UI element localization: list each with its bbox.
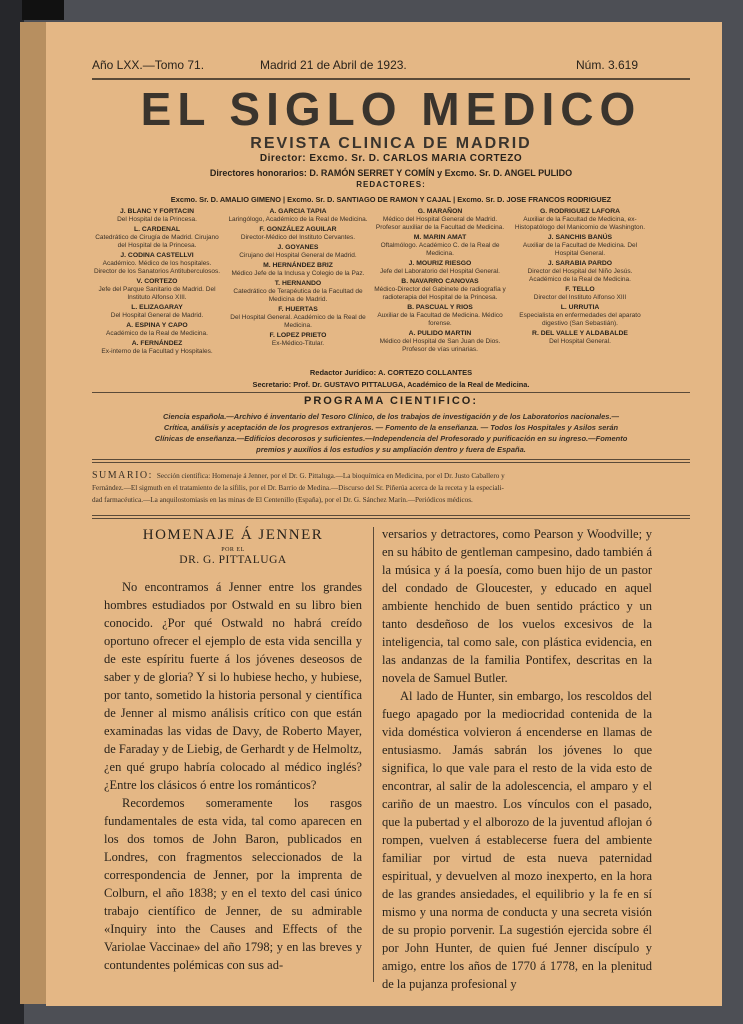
article-byline-prefix: POR EL: [221, 547, 245, 553]
editors-column-4: [512, 208, 648, 348]
editor-description: Del Hospital General.: [549, 338, 611, 345]
article-paragraph: Recordemos someramente los rasgos fundamentales de esta vida, tal como aparecen en los dos tomos de John Baron, publicados en Londres, con fragmentos seleccionados de la correspondencia de Jenner, por la imprenta de Colburn, el año 1838; y en el texto del casi único trabajo científico de Jenner, de su admirable «Inquiry into the Causes and Effects of the Variolae Vaccinae» del año 1798; y en las breves y contundentes polémicas con sus ad-: [104, 796, 362, 972]
article-paragraph: Al lado de Hunter, sin embargo, los rescoldos del fuego apagado por la mediocridad contenida de la vida doméstica volvieron á encenderse en llamas de entusiasmo. Jamás sabrán los jóvenes lo que significa, lo que vale para el resto de la vida esto de encontrar, al salir de la adolescencia, el amparo y el cariño de un maestro. Los vínculos con el pasado, que la pubertad y el alborozo de la juventud aflojan ó rompen, vuelven á establecerse fuera del ambiente familiar por virtud de esta nueva paternidad espiritual, y devuelven al mozo inexperto, en la hora de las grandes ansiedades, el equilibrio y la fe en sí mismo y una norma de conducta y una secreta visión de su propio porvenir. La sugestión ejercida sobre él por John Hunter, de quien fué Jenner discípulo y amigo, entre los años de 1770 á 1778, en la plenitud de la pujanza profesional y: [382, 689, 652, 991]
editor-entry: [92, 226, 222, 250]
program-rule-bottom-2: [92, 462, 690, 463]
editor-entry: [372, 278, 508, 302]
program-line: Crítica, análisis y aceptación de los progresos extranjeros. — Fomento de la enseñanza. — Todos los Hospitales y Asilos serán: [163, 423, 619, 432]
editor-entry: [372, 234, 508, 258]
issue-number: Núm. 3.619: [576, 58, 639, 72]
article-author: DR. G. PITTALUGA: [179, 554, 287, 566]
editor-description: Especialista en enfermedades del aparato digestivo (San Sebastián).: [519, 312, 641, 327]
honorary-directors: Directores honorarios: D. RAMÓN SERRET Y COMÍN y Excmo. Sr. D. ANGEL PULIDO: [209, 168, 573, 178]
editor-description: Médico-Director del Gabinete de radiografía y radioterapia del Hospital de la Princesa.: [374, 286, 506, 301]
editor-name: R. DEL VALLE Y ALDABALDE: [532, 330, 628, 337]
program-line: premios y auxilios á los estudios y su ampliación dentro y fuera de España.: [256, 445, 526, 454]
editor-entry: [92, 340, 222, 356]
editor-entry: [512, 208, 648, 232]
editor-entry: [512, 304, 648, 328]
editor-description: Médico Jefe de la Inclusa y Colegio de la Paz.: [231, 270, 365, 277]
editor-description: Oftalmólogo. Académico C. de la Real de Medicina.: [380, 242, 500, 257]
editor-name: B. NAVARRO CANOVAS: [401, 278, 479, 285]
editor-description: Auxiliar de la Facultad de Medicina. Médico forense.: [377, 312, 503, 327]
editor-entry: [512, 260, 648, 284]
editor-name: G. MARAÑON: [417, 208, 463, 215]
editor-name: A. GARCIA TAPIA: [269, 208, 327, 215]
editor-name: T. HERNANDO: [274, 280, 322, 287]
editor-name: V. CORTEZO: [136, 278, 178, 285]
editor-entry: [512, 286, 648, 302]
article-paragraph: No encontramos á Jenner entre los grandes hombres estudiados por Ostwald en su libro bien conocido. ¿Por qué Ostwald no habrá creído oportuno ofrecer el ejemplo de esta vida sencilla y de este espíritu fuerte á los jóvenes deseosos de saber y de gloria? Y si lo hubiese hecho, y hubiese, por tanto, sometido la historia personal y científica de Jenner al mismo análisis crítico con que están examinadas las vidas de Davy, de Roberto Mayer, de Faraday y de Liebig, de Gerhardt y de Helmoltz, ¿en qué grupo habría colocado al médico inglés? ¿Entre los clásicos ó entre los románticos?: [104, 580, 362, 792]
editor-name: J. MOURIZ RIESGO: [408, 260, 472, 267]
editor-name: F. LOPEZ PRIETO: [269, 332, 327, 339]
editor-name: J. CODINA CASTELLVI: [120, 252, 194, 259]
spine-tab: [22, 0, 64, 20]
editor-description: Médico del Hospital General de Madrid. Profesor auxiliar de la Facultad de Medicina.: [375, 216, 505, 231]
editor-description: Director del Instituto Alfonso XIII: [533, 294, 627, 301]
masthead-subtitle: REVISTA CLINICA DE MADRID: [250, 135, 532, 152]
editor-entry: [92, 208, 222, 224]
program-title: PROGRAMA CIENTIFICO:: [303, 395, 479, 407]
editor-name: F. HUERTAS: [278, 306, 318, 313]
summary-label: SUMARIO:: [92, 470, 153, 481]
editor-description: Catedrático de Terapéutica de la Facultad de Medicina de Madrid.: [233, 288, 363, 303]
editor-description: Ex-interno de la Facultad y Hospitales.: [101, 348, 213, 355]
editor-entry: [372, 330, 508, 354]
editor-entry: [372, 260, 508, 276]
editor-description: Ex-Médico-Titular.: [271, 340, 325, 347]
editor-entry: [92, 252, 222, 276]
article-right-column: [382, 525, 652, 993]
editor-entry: [92, 322, 222, 338]
masthead-title: EL SIGLO MEDICO: [140, 83, 642, 135]
summary-rule-2: [92, 518, 690, 519]
editor-description: Académico. Médico de los hospitales. Director de los Sanatorios Antituberculosos.: [93, 260, 221, 275]
editor-entry: [92, 278, 222, 302]
chief-editors: Excmo. Sr. D. AMALIO GIMENO | Excmo. Sr. D. SANTIAGO DE RAMON Y CAJAL | Excmo. Sr. D. JOSE FRANCOS RODRIGUEZ: [170, 195, 612, 204]
editor-description: Del Hospital General. Académico de la Real de Medicina.: [230, 314, 366, 329]
editor-name: J. BLANC Y FORTACIN: [119, 208, 194, 215]
editor-entry: [228, 280, 368, 304]
editor-name: M. HERNÁNDEZ BRIZ: [263, 262, 333, 269]
article-left-column: [104, 525, 362, 974]
newspaper-page: [46, 22, 722, 1006]
editor-entry: [228, 332, 368, 348]
editor-description: Del Hospital General de Madrid.: [110, 312, 204, 319]
summary-rule: [92, 515, 690, 516]
editor-description: Médico del Hospital de San Juan de Dios. Profesor de vías urinarias.: [379, 338, 501, 353]
legal-editor: Redactor Jurídico: A. CORTEZO COLLANTES: [309, 368, 473, 377]
editor-entry: [228, 262, 368, 278]
editor-description: Laringólogo, Académico de la Real de Medicina.: [228, 216, 368, 223]
editor-entry: [228, 244, 368, 260]
secretary-line: Secretario: Prof. Dr. GUSTAVO PITTALUGA, Académico de la Real de Medicina.: [252, 380, 530, 389]
editor-name: J. SARABIA PARDO: [547, 260, 613, 267]
editor-name: B. PASCUAL Y RIOS: [407, 304, 473, 311]
editor-name: L. ELIZAGARAY: [131, 304, 183, 311]
editor-description: Auxiliar de la Facultad de Medicina, ex-Histopatólogo del Manicomio de Washington.: [514, 216, 646, 231]
editor-description: Director del Hospital del Niño Jesús. Académico de la Real de Medicina.: [527, 268, 633, 283]
editor-description: Del Hospital de la Princesa.: [117, 216, 197, 223]
editor-description: Jefe del Parque Sanitario de Madrid. Del Instituto Alfonso XIII.: [98, 286, 216, 301]
editor-description: Director-Médico del Instituto Cervantes.: [240, 234, 356, 241]
summary-block: [92, 470, 690, 506]
director-line: Director: Excmo. Sr. D. CARLOS MARIA CORTEZO: [259, 153, 523, 164]
editor-description: Jefe del Laboratorio del Hospital General.: [380, 268, 500, 275]
column-divider: [373, 527, 374, 982]
editor-name: F. TELLO: [565, 286, 595, 293]
volume-label: Año LXX.—Tomo 71.: [92, 58, 205, 72]
editor-entry: [372, 208, 508, 232]
program-rule-top: [92, 392, 690, 393]
editor-entry: [228, 226, 368, 242]
editor-description: Académico de la Real de Medicina.: [106, 330, 208, 337]
editors-column-3: [372, 208, 508, 356]
editor-entry: [92, 304, 222, 320]
editor-description: Cirujano del Hospital General de Madrid.: [239, 252, 357, 259]
editor-name: A. FERNÁNDEZ: [131, 340, 183, 347]
editor-name: A. PULIDO MARTIN: [408, 330, 472, 337]
editor-name: A. ESPINA Y CAPO: [126, 322, 188, 329]
summary-line: dad farmacéutica.—La anquilostomiasis en las minas de El Centenillo (España), por el Dr. G. Sánchez Marín.—Periódicos médicos.: [92, 496, 473, 504]
editor-description: Auxiliar de la Facultad de Medicina. Del Hospital General.: [522, 242, 638, 257]
editors-column-2: [228, 208, 368, 350]
editor-entry: [228, 306, 368, 330]
editor-entry: [512, 234, 648, 258]
editors-column-1: [92, 208, 222, 358]
summary-line: Sección científica: Homenaje á Jenner, por el Dr. G. Pittaluga.—La bioquímica en Medicina, por el Dr. Justo Caballero y: [156, 472, 505, 480]
editor-name: L. URRUTIA: [560, 304, 600, 311]
editor-name: G. RODRIGUEZ LAFORA: [539, 208, 621, 215]
article-paragraph: versarios y detractores, como Pearson y Woodville; y en su hábito de gentleman campesino, dado también á la música y á la poesía, como buen hijo de un pastor del condado de Gloucester, y educado en aquel ambiente henchido de buen sentido práctico y un tanto desdeñoso de los vuelos excesivos de la inteligencia, tal como sale, con plástica evidencia, en las andanzas de la familia Pontifex, descritas en la novela de Samuel Butler.: [382, 527, 652, 685]
editor-name: J. GOYANES: [277, 244, 319, 251]
editor-description: Catedrático de Cirugía de Madrid. Cirujano del Hospital de la Princesa.: [95, 234, 219, 249]
article-title: HOMENAJE Á JENNER: [142, 527, 324, 543]
program-text: [92, 411, 690, 455]
editor-name: J. SANCHIS BANÚS: [547, 234, 613, 241]
program-rule-bottom: [92, 459, 690, 460]
header-rule: [92, 78, 690, 80]
issue-date: Madrid 21 de Abril de 1923.: [260, 58, 407, 72]
editor-entry: [512, 330, 648, 346]
program-line: Clínicas de enseñanza.—Edificios decorosos y suficientes.—Independencia del Profesorado y purificación en su ingreso.—Fomento: [154, 434, 628, 443]
editor-name: F. GONZÁLEZ AGUILAR: [259, 226, 337, 233]
program-line: Ciencia española.—Archivo é inventario del Tesoro Clínico, de los trabajos de investigación y de los Laboratorios nacionales.—: [162, 412, 620, 421]
summary-line: Fernández.—El sigmuth en el tratamiento de la sífilis, por el Dr. Barrio de Medina.—Discurso del Sr. Piñerúa acerca de la receta y la especiali-: [92, 484, 504, 492]
editor-name: M. MARIN AMAT: [413, 234, 467, 241]
editor-entry: [372, 304, 508, 328]
redactores-label: REDACTORES:: [356, 180, 426, 189]
editor-name: L. CARDENAL: [133, 226, 181, 233]
editor-entry: [228, 208, 368, 224]
